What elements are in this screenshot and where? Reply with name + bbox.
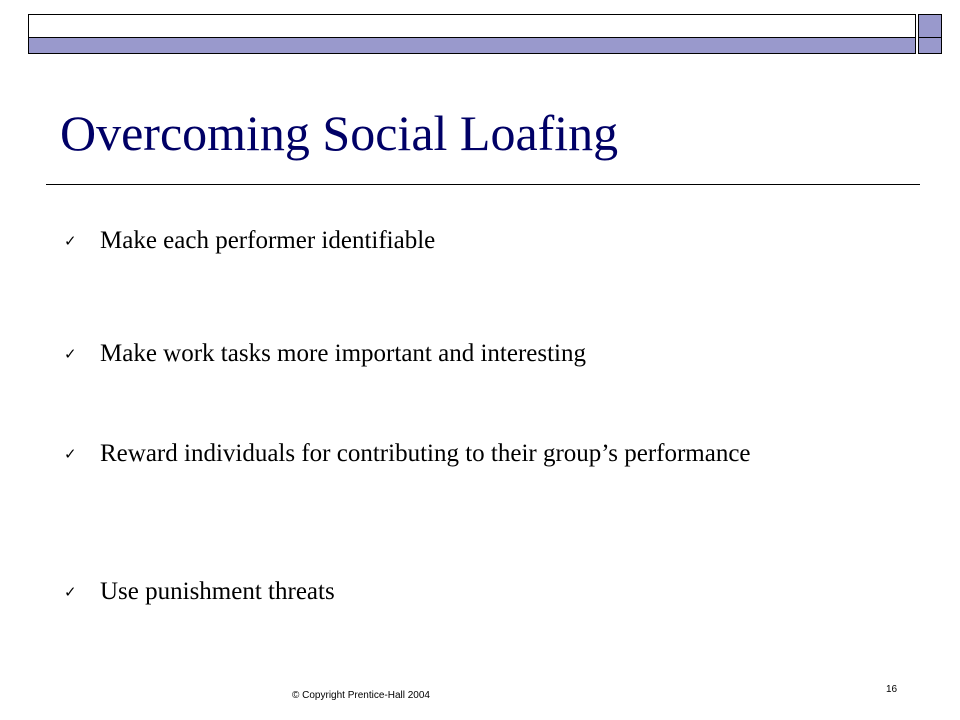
bullet-item <box>60 437 900 471</box>
slide-number: 16 <box>886 684 898 695</box>
bullet-text: Make each performer identifiable <box>100 227 436 254</box>
title-divider <box>46 184 920 185</box>
bullet-text: Reward individuals for contributing to their group’s performance <box>100 440 751 467</box>
check-icon: ✓ <box>64 345 77 363</box>
top-bar-white-strip <box>28 14 916 38</box>
check-icon: ✓ <box>64 583 77 601</box>
footer-copyright: © Copyright Prentice-Hall 2004 <box>292 690 430 701</box>
bullet-text: Use punishment threats <box>100 578 335 605</box>
bullet-item <box>60 224 900 258</box>
top-decorative-bar <box>28 14 942 54</box>
top-bar-square-upper <box>918 14 942 38</box>
slide-title: Overcoming Social Loafing <box>60 105 619 161</box>
check-icon: ✓ <box>64 445 77 463</box>
bullet-text: Make work tasks more important and interesting <box>100 340 586 367</box>
check-icon: ✓ <box>64 232 77 250</box>
bullet-item <box>60 575 900 609</box>
bullet-item <box>60 337 900 371</box>
top-bar-square-lower <box>918 38 942 54</box>
top-bar-accent-strip <box>28 38 916 54</box>
